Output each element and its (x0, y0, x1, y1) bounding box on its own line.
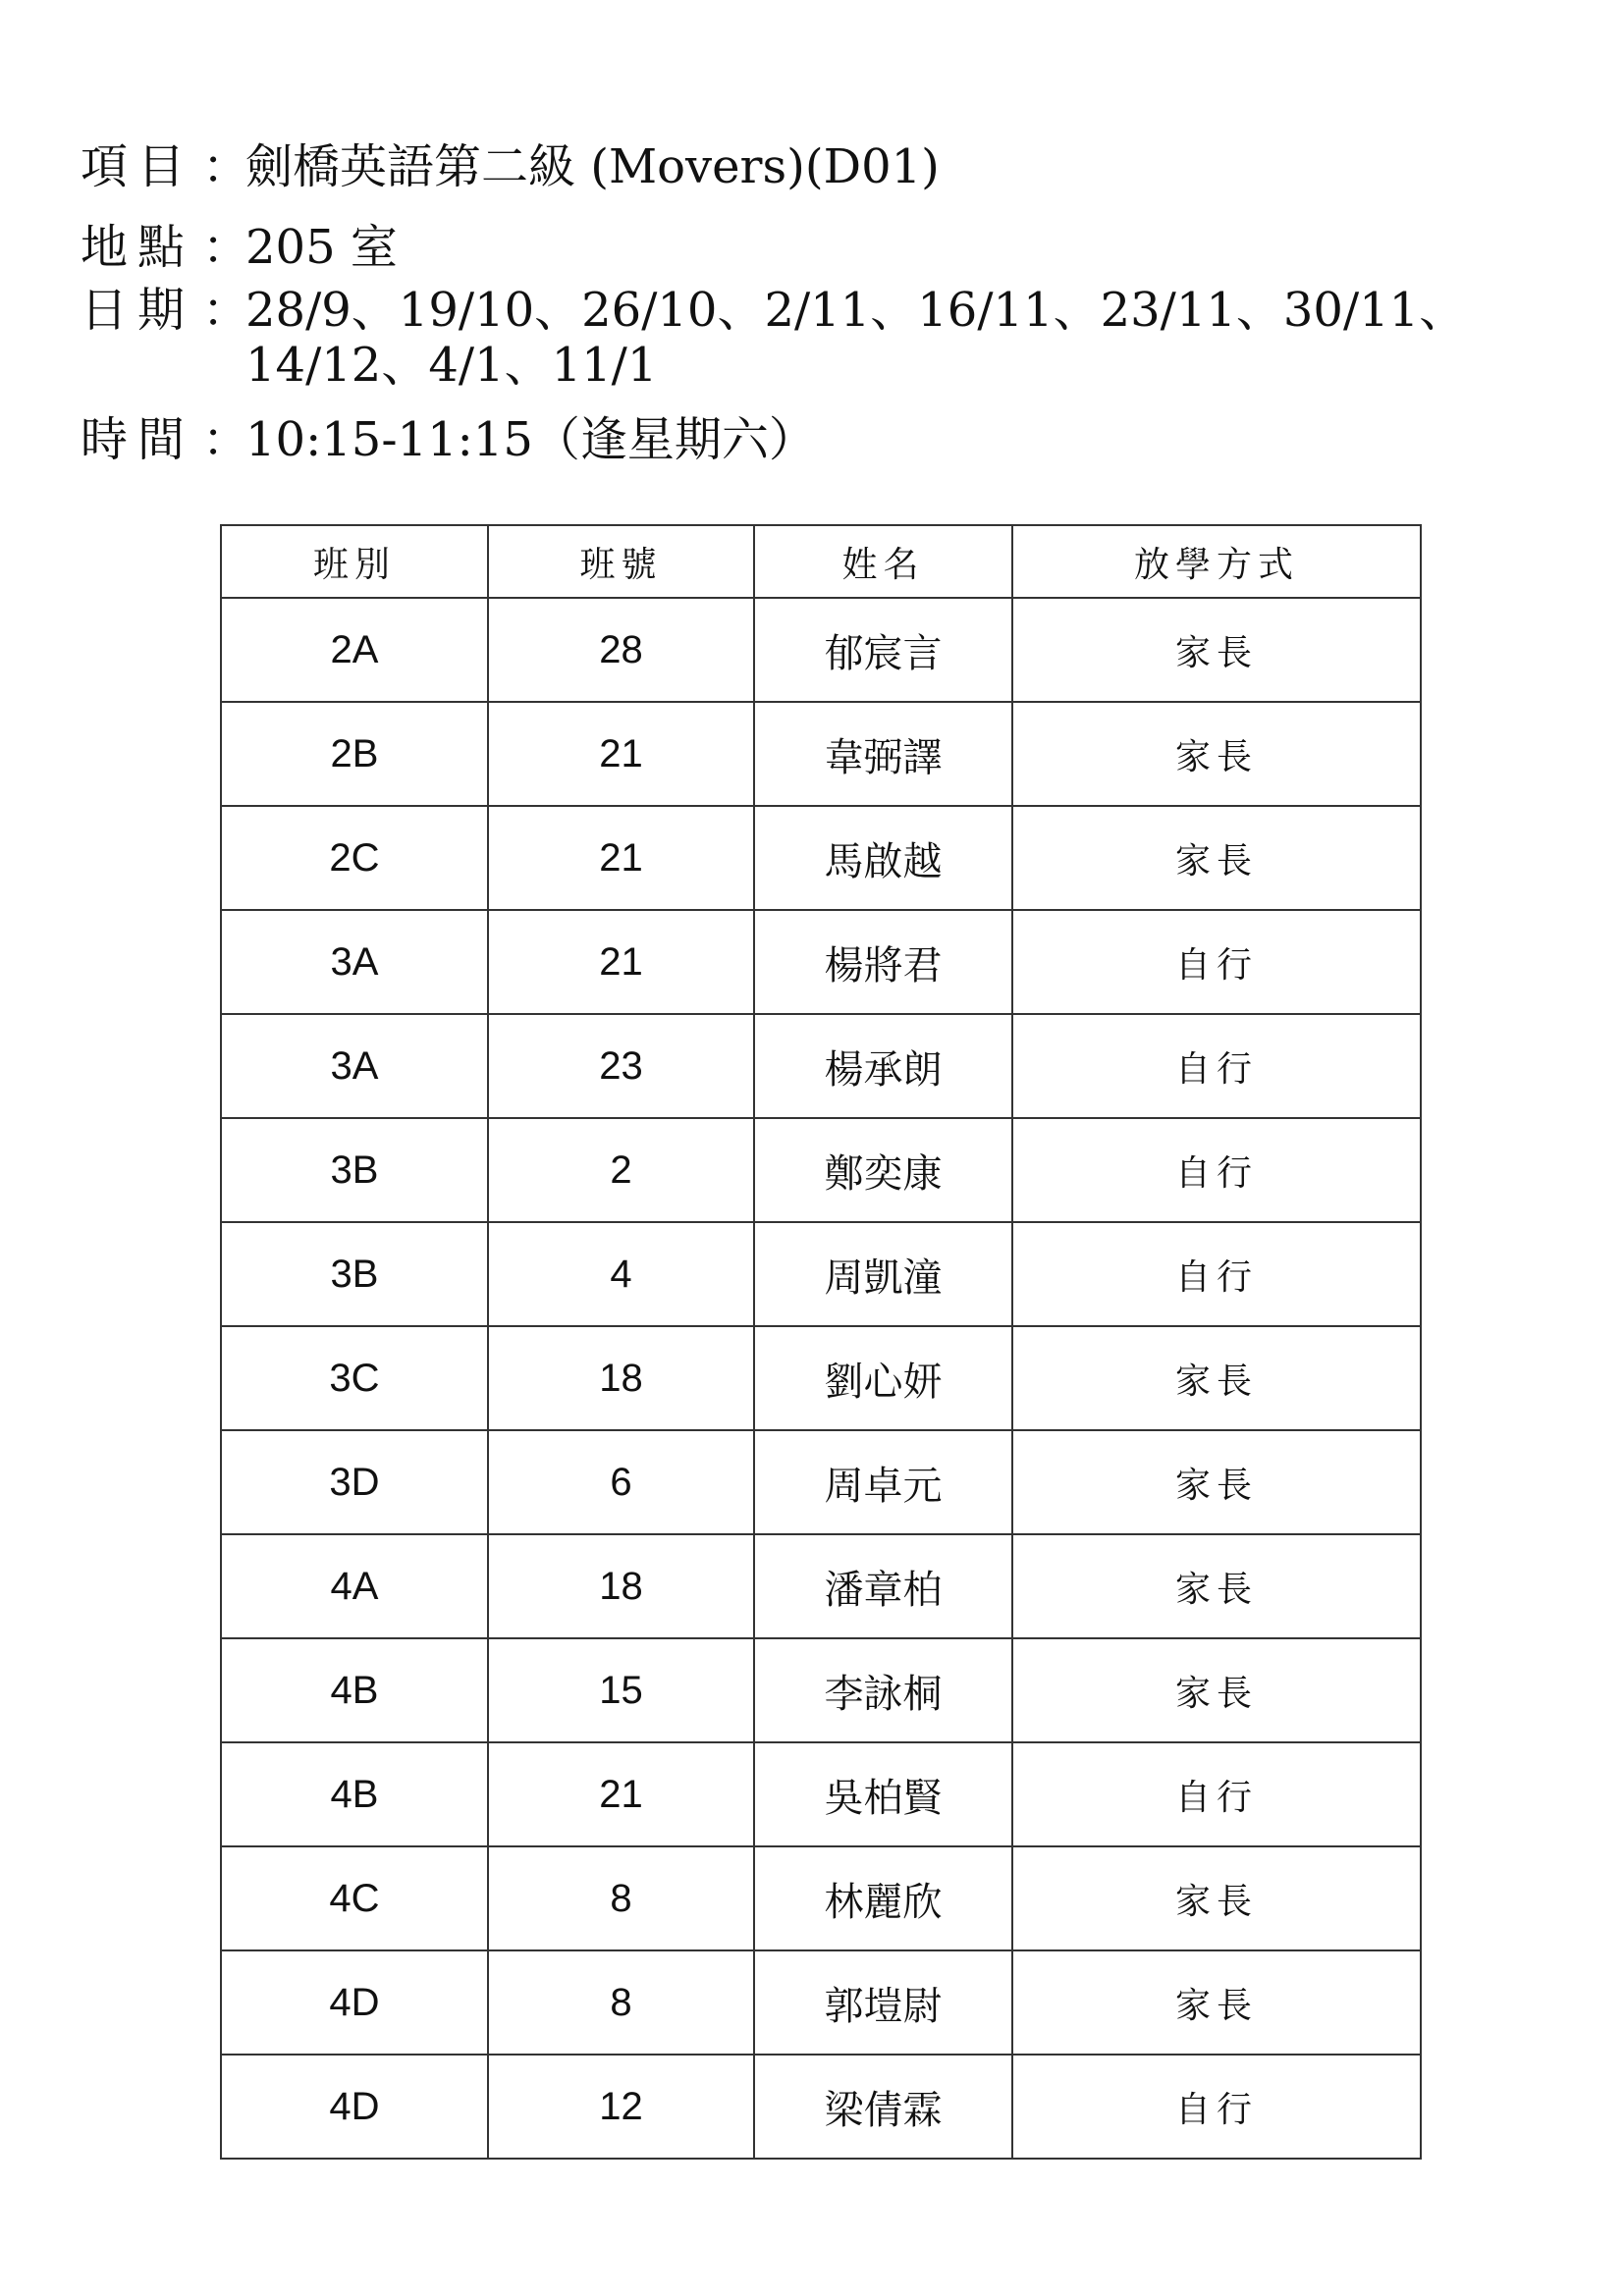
cell-dismissal-method: 自行 (1012, 1742, 1421, 1846)
time-colon: ： (202, 412, 250, 467)
cell-dismissal-method: 家長 (1012, 1846, 1421, 1950)
cell-class: 3B (221, 1222, 488, 1326)
cell-class: 2B (221, 702, 488, 806)
project-line (81, 139, 940, 194)
cell-class: 3B (221, 1118, 488, 1222)
cell-class-number: 21 (488, 702, 754, 806)
student-roster-table (220, 524, 1422, 2160)
dates-line (81, 283, 1466, 338)
project-colon: ： (202, 139, 250, 194)
table-row (221, 1118, 1421, 1222)
project-label: 項目 (81, 139, 195, 194)
cell-class-number: 2 (488, 1118, 754, 1222)
cell-student-name: 李詠桐 (754, 1638, 1012, 1742)
cell-class: 3A (221, 910, 488, 1014)
cell-class-number: 28 (488, 598, 754, 702)
location-colon: ： (202, 220, 250, 275)
cell-student-name: 周卓元 (754, 1430, 1012, 1534)
table-row (221, 1326, 1421, 1430)
header-name: 姓名 (754, 525, 1012, 598)
table-row (221, 1430, 1421, 1534)
header-dismissal-method: 放學方式 (1012, 525, 1421, 598)
cell-student-name: 楊承朗 (754, 1014, 1012, 1118)
cell-student-name: 林麗欣 (754, 1846, 1012, 1950)
cell-class-number: 4 (488, 1222, 754, 1326)
table-header-row (221, 525, 1421, 598)
header-class-number: 班號 (488, 525, 754, 598)
cell-student-name: 劉心妍 (754, 1326, 1012, 1430)
time-label: 時間 (81, 412, 195, 467)
cell-student-name: 韋弼譯 (754, 702, 1012, 806)
project-value: 劍橋英語第二級 (Movers)(D01) (245, 139, 940, 194)
cell-student-name: 郁宸言 (754, 598, 1012, 702)
cell-dismissal-method: 自行 (1012, 2055, 1421, 2159)
cell-dismissal-method: 自行 (1012, 1014, 1421, 1118)
table-row (221, 1222, 1421, 1326)
cell-dismissal-method: 自行 (1012, 1118, 1421, 1222)
cell-class-number: 12 (488, 2055, 754, 2159)
cell-dismissal-method: 家長 (1012, 702, 1421, 806)
table-row (221, 2055, 1421, 2159)
cell-dismissal-method: 家長 (1012, 598, 1421, 702)
time-line (81, 412, 816, 467)
cell-student-name: 馬啟越 (754, 806, 1012, 910)
cell-dismissal-method: 家長 (1012, 1534, 1421, 1638)
cell-class: 3C (221, 1326, 488, 1430)
table-row (221, 1742, 1421, 1846)
cell-student-name: 吳柏賢 (754, 1742, 1012, 1846)
cell-class: 3A (221, 1014, 488, 1118)
cell-class: 2A (221, 598, 488, 702)
location-line (81, 220, 398, 275)
cell-class-number: 15 (488, 1638, 754, 1742)
table-row (221, 806, 1421, 910)
cell-class-number: 21 (488, 910, 754, 1014)
time-value: 10:15-11:15（逢星期六） (245, 412, 816, 467)
cell-class: 2C (221, 806, 488, 910)
cell-student-name: 楊將君 (754, 910, 1012, 1014)
dates-label: 日期 (81, 283, 195, 338)
cell-student-name: 鄭奕康 (754, 1118, 1012, 1222)
table-row (221, 598, 1421, 702)
dates-colon: ： (202, 283, 250, 338)
cell-dismissal-method: 家長 (1012, 1950, 1421, 2055)
cell-class: 4A (221, 1534, 488, 1638)
cell-class-number: 6 (488, 1430, 754, 1534)
cell-class-number: 8 (488, 1846, 754, 1950)
table-row (221, 1846, 1421, 1950)
cell-class: 4D (221, 1950, 488, 2055)
cell-student-name: 郭塏尉 (754, 1950, 1012, 2055)
location-label: 地點 (81, 220, 195, 275)
cell-class-number: 18 (488, 1534, 754, 1638)
cell-class-number: 21 (488, 1742, 754, 1846)
cell-class: 4B (221, 1742, 488, 1846)
cell-student-name: 潘章柏 (754, 1534, 1012, 1638)
cell-dismissal-method: 自行 (1012, 910, 1421, 1014)
cell-dismissal-method: 家長 (1012, 1430, 1421, 1534)
cell-class: 4C (221, 1846, 488, 1950)
cell-dismissal-method: 自行 (1012, 1222, 1421, 1326)
table-row (221, 1950, 1421, 2055)
dates-value: 28/9、19/10、26/10、2/11、16/11、23/11、30/11、 (245, 283, 1467, 338)
cell-dismissal-method: 家長 (1012, 806, 1421, 910)
table-body (221, 598, 1421, 2159)
cell-class-number: 21 (488, 806, 754, 910)
cell-dismissal-method: 家長 (1012, 1638, 1421, 1742)
cell-class: 4D (221, 2055, 488, 2159)
dates-line-continued (245, 338, 657, 393)
cell-class-number: 18 (488, 1326, 754, 1430)
table-row (221, 910, 1421, 1014)
cell-student-name: 周凱潼 (754, 1222, 1012, 1326)
header-class: 班別 (221, 525, 488, 598)
cell-student-name: 梁倩霖 (754, 2055, 1012, 2159)
dates-value-continued: 14/12、4/1、11/1 (245, 338, 658, 393)
cell-class: 3D (221, 1430, 488, 1534)
cell-class-number: 23 (488, 1014, 754, 1118)
cell-class-number: 8 (488, 1950, 754, 2055)
table-row (221, 702, 1421, 806)
cell-dismissal-method: 家長 (1012, 1326, 1421, 1430)
table-row (221, 1014, 1421, 1118)
location-value: 205 室 (245, 220, 398, 275)
cell-class: 4B (221, 1638, 488, 1742)
table-row (221, 1534, 1421, 1638)
table-row (221, 1638, 1421, 1742)
